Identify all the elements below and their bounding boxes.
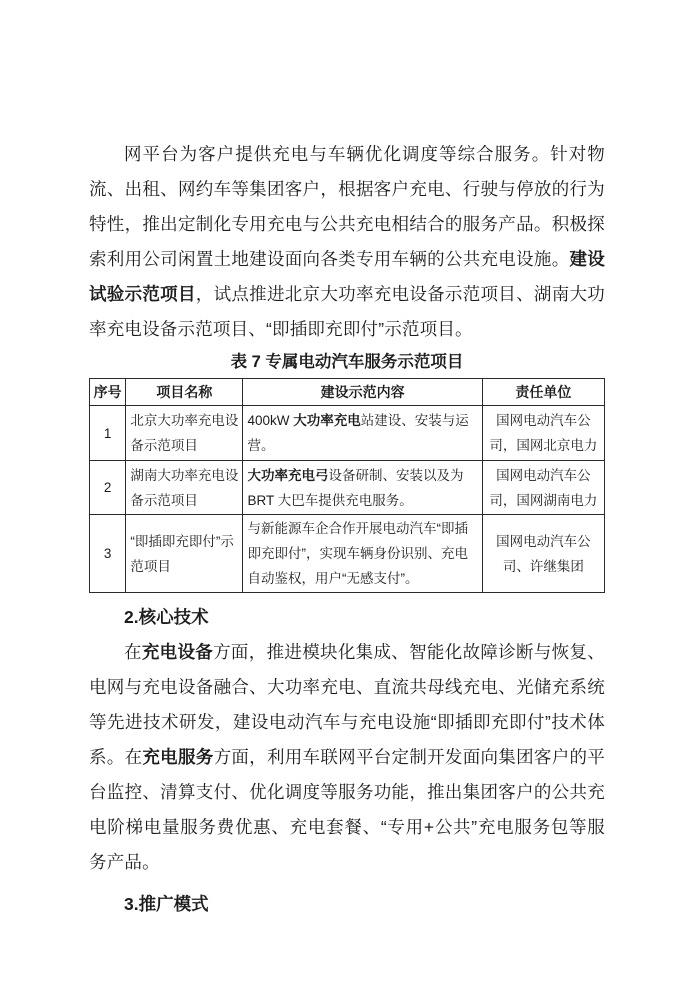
core-tech-bold-equipment: 充电设备: [141, 642, 214, 662]
section-heading-promotion: 3.推广模式: [124, 894, 209, 914]
cell-owner: 国网电动汽车公司、许继集团: [482, 515, 604, 593]
content-text-pre: 400kW: [247, 413, 294, 428]
cell-owner: 国网电动汽车公司，国网北京电力: [482, 406, 604, 461]
section-heading-core-tech: 2.核心技术: [124, 607, 209, 627]
document-content: [89, 137, 605, 922]
cell-content: [243, 406, 482, 461]
demo-projects-table: [89, 378, 605, 593]
core-tech-text-3: 方面，利用车联网平台定制开发面向集团客户的平台监控、清算支付、优化调度等服务功能，推出集团客户的公共充电阶梯电量服务费优惠、充电套餐、“专用+公共”充电服务包等服务产品。: [89, 747, 605, 872]
intro-text-2: ，试点推进北京大功率充电设备示范项目、湖南大功率充电设备示范项目、“即插即充即付”示范项目。: [89, 284, 605, 339]
intro-bold-pilot-projects: 建设试验示范项目: [89, 249, 605, 304]
intro-text-1: 网平台为客户提供充电与车辆优化调度等综合服务。针对物流、出租、网约车等集团客户，根据客户充电、行驶与停放的行为特性，推出定制化专用充电与公共充电相结合的服务产品。积极探索利用公司闲置土地建设面向各类专用车辆的公共充电设施。: [89, 144, 605, 269]
content-text-post: 设备研制、安装以及为 BRT 大巴车提供充电服务。: [247, 467, 464, 508]
header-cell-owner: 责任单位: [482, 379, 604, 406]
header-cell-no: 序号: [90, 379, 126, 406]
cell-content: [243, 461, 482, 515]
content-text-bold: 大功率充电弓: [247, 467, 329, 483]
cell-no: 1: [90, 406, 126, 461]
header-cell-project-name: 项目名称: [126, 379, 243, 406]
cell-content: [243, 515, 482, 593]
core-tech-bold-service: 充电服务: [142, 747, 214, 767]
cell-project-name: “即插即充即付”示范项目: [126, 515, 243, 593]
content-text-pre: 与新能源车企合作开展电动汽车“即插即充即付”，实现车辆身份识别、充电自动鉴权，用户“无感支付”。: [247, 521, 468, 586]
cell-no: 3: [90, 515, 126, 593]
core-tech-text-2: 方面，推进模块化集成、智能化故障诊断与恢复、电网与充电设备融合、大功率充电、直流共母线充电、光储充系统等先进技术研发，建设电动汽车与充电设施“即插即充即付”技术体系。在: [89, 642, 605, 767]
table-title: 表 7 专属电动汽车服务示范项目: [230, 353, 464, 371]
cell-project-name: 北京大功率充电设备示范项目: [126, 406, 243, 461]
paragraph-core-tech: [89, 635, 605, 880]
table-row: [90, 406, 605, 461]
header-cell-content: 建设示范内容: [243, 379, 482, 406]
cell-project-name: 湖南大功率充电设备示范项目: [126, 461, 243, 515]
cell-no: 2: [90, 461, 126, 515]
paragraph-intro: [89, 137, 605, 347]
content-text-post: 站建设、安装与运营。: [247, 413, 469, 453]
table-row: [90, 515, 605, 593]
cell-owner: 国网电动汽车公司，国网湖南电力: [482, 461, 604, 515]
core-tech-text-1: 在: [124, 642, 142, 662]
table-header-row: [90, 379, 605, 406]
table-row: [90, 461, 605, 515]
content-text-bold: 大功率充电: [293, 413, 361, 428]
